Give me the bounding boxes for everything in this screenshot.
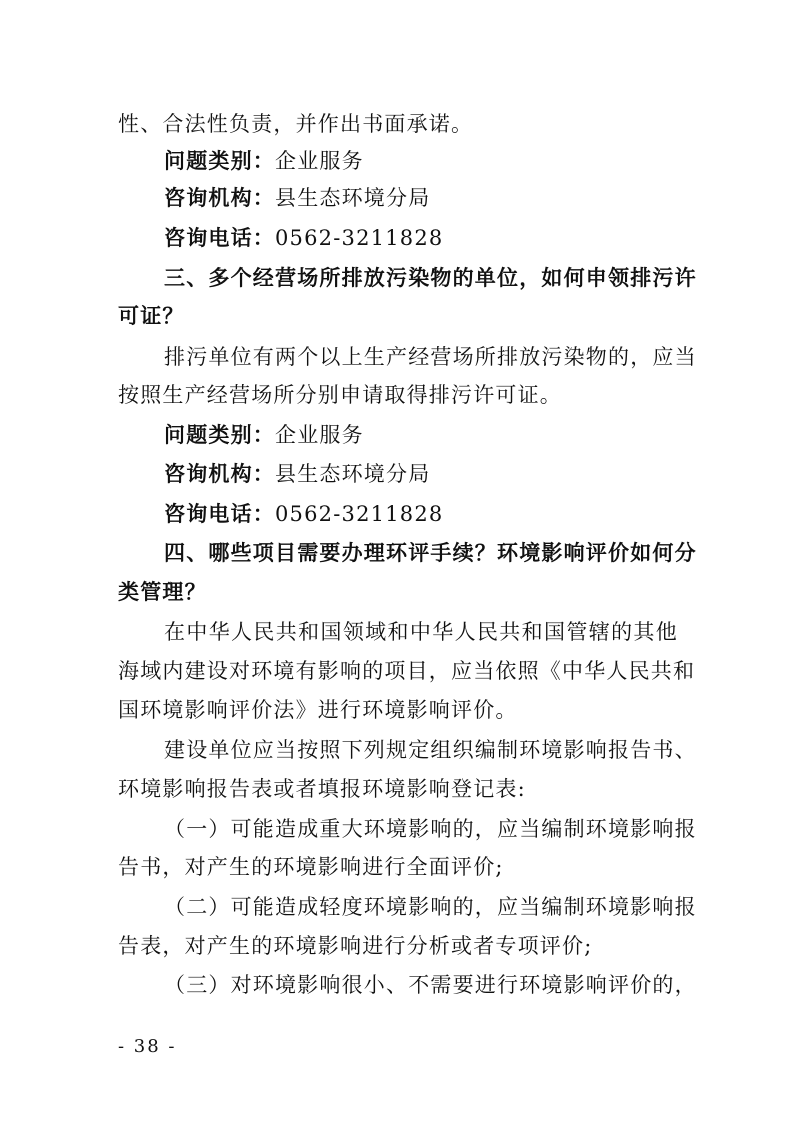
list-item-1-cont: 告书，对产生的环境影响进行全面评价; xyxy=(118,855,504,879)
list-item-2: （二）可能造成轻度环境影响的，应当编制环境影响报 xyxy=(164,895,697,919)
phone-line xyxy=(164,224,678,252)
paragraph-line: 在中华人民共和国领域和中华人民共和国管辖的其他 xyxy=(164,620,678,644)
paragraph-line: 环境影响报告表或者填报环境影响登记表: xyxy=(118,777,526,801)
paragraph-line: 国环境影响评价法》进行环境影响评价。 xyxy=(118,698,518,722)
list-item-3: （三）对环境影响很小、不需要进行环境影响评价的， xyxy=(164,973,697,997)
section-heading-4-cont: 类管理？ xyxy=(118,580,207,604)
category-value: 企业服务 xyxy=(275,149,364,173)
page-number: - 38 - xyxy=(118,1036,177,1057)
agency-value: 县生态环境分局 xyxy=(275,462,431,486)
paragraph-line: 海域内建设对环境有影响的项目，应当依照《中华人民共和 xyxy=(118,659,696,683)
phone-line xyxy=(164,500,678,528)
phone-value: 0562-3211828 xyxy=(275,502,444,526)
list-item-2-cont: 告表，对产生的环境影响进行分析或者专项评价; xyxy=(118,934,593,958)
phone-label: 咨询电话： xyxy=(164,502,275,526)
agency-label: 咨询机构： xyxy=(164,186,275,210)
section-heading-3: 三、多个经营场所排放污染物的单位，如何申领排污许 xyxy=(164,266,697,290)
category-value: 企业服务 xyxy=(275,423,364,447)
paragraph-line: 建设单位应当按照下列规定组织编制环境影响报告书、 xyxy=(164,738,697,762)
section-heading-4: 四、哪些项目需要办理环评手续？环境影响评价如何分 xyxy=(164,541,697,565)
category-label: 问题类别： xyxy=(164,149,275,173)
paragraph-line: 性、合法性负责，并作出书面承诺。 xyxy=(118,112,474,136)
list-item-1: （一）可能造成重大环境影响的，应当编制环境影响报 xyxy=(164,817,697,841)
phone-label: 咨询电话： xyxy=(164,226,275,250)
category-label: 问题类别： xyxy=(164,423,275,447)
paragraph-line: 排污单位有两个以上生产经营场所排放污染物的，应当 xyxy=(164,345,697,369)
category-line xyxy=(164,421,678,449)
agency-line xyxy=(164,460,678,488)
category-line xyxy=(164,147,678,175)
section-heading-3-cont: 可证？ xyxy=(118,304,185,328)
phone-value: 0562-3211828 xyxy=(275,226,444,250)
agency-line xyxy=(164,184,678,212)
agency-label: 咨询机构： xyxy=(164,462,275,486)
paragraph-line: 按照生产经营场所分别申请取得排污许可证。 xyxy=(118,383,562,407)
agency-value: 县生态环境分局 xyxy=(275,186,431,210)
